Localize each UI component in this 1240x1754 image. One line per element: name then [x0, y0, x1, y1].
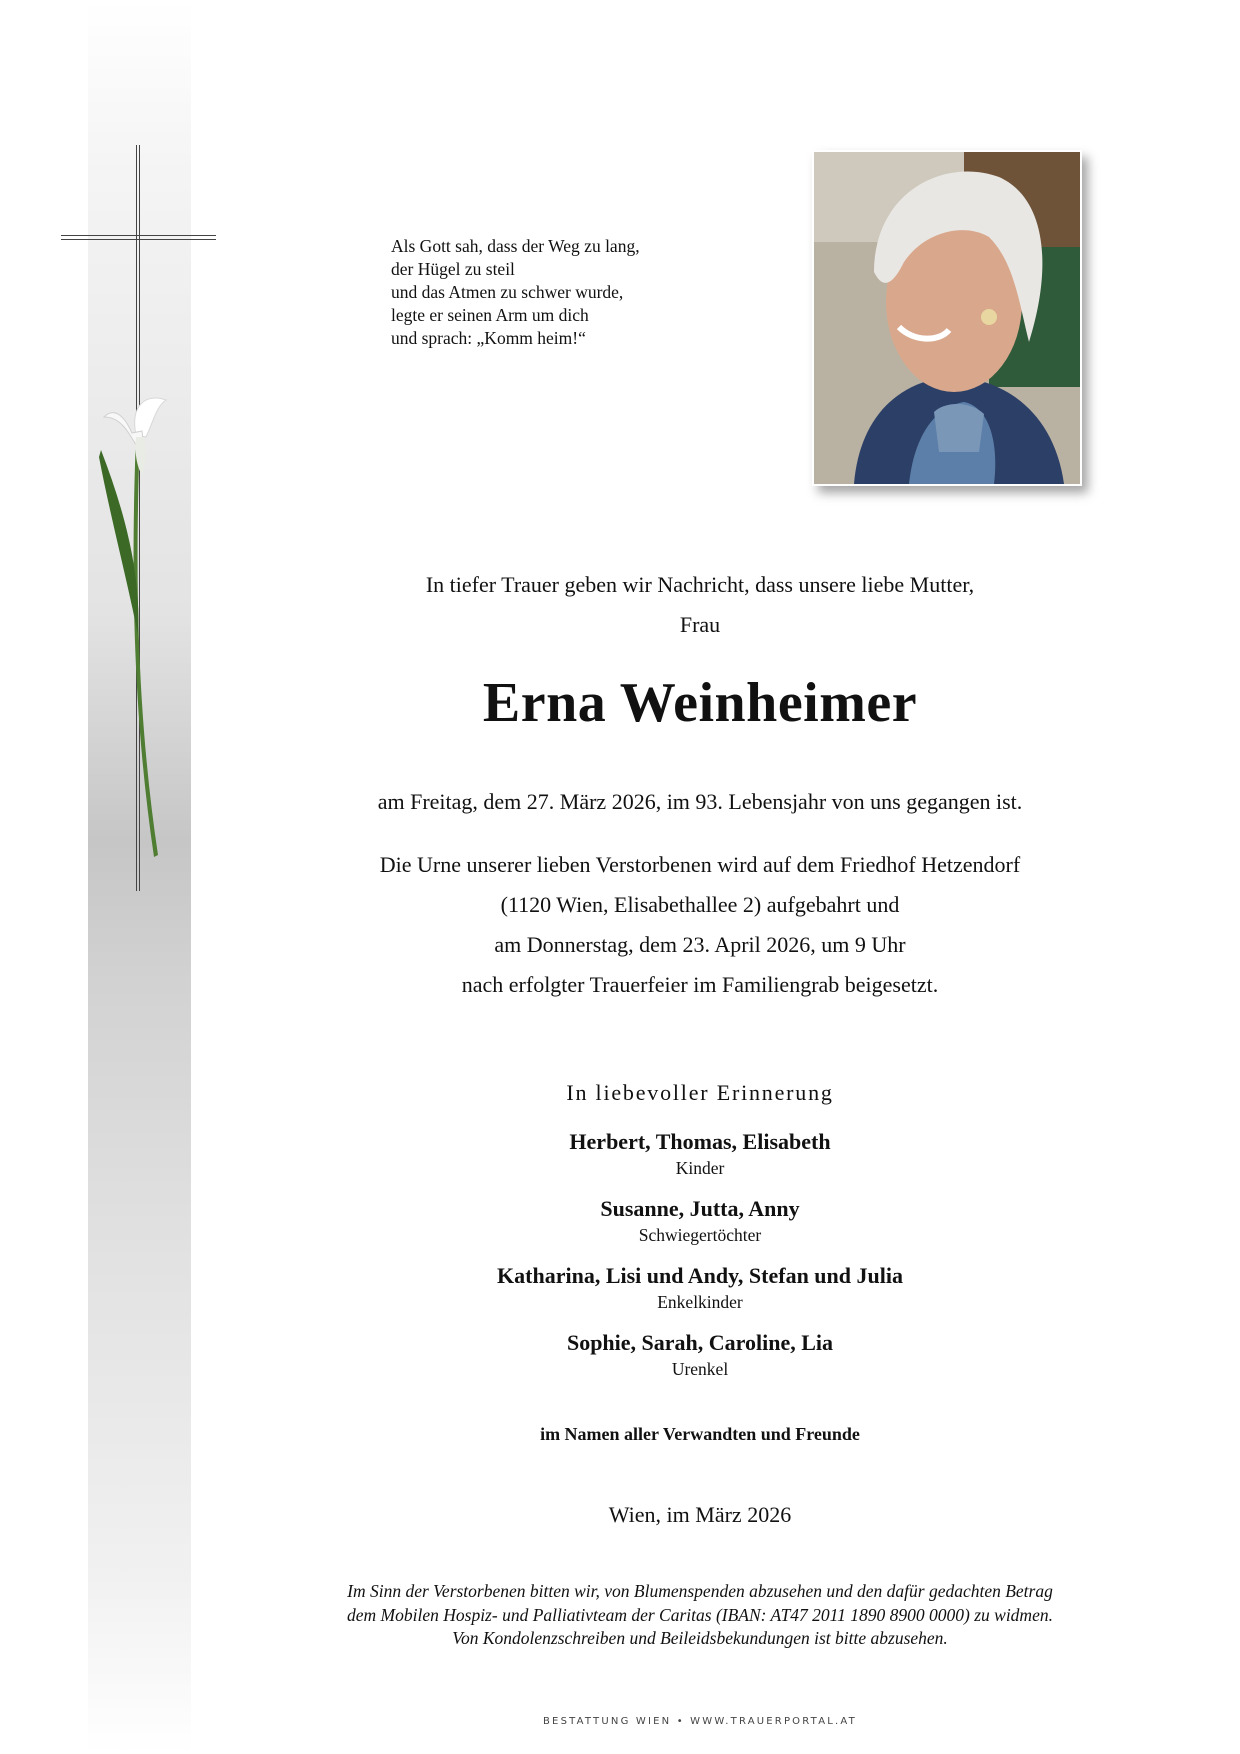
- burial-line: Die Urne unserer lieben Verstorbenen wird auf dem Friedhof Hetzendorf: [379, 852, 1021, 877]
- note-line: Im Sinn der Verstorbenen bitten wir, von Blumenspenden abzusehen und den dafür gedachten Betrag: [347, 1581, 1053, 1601]
- burial-line: am Donnerstag, dem 23. April 2026, um 9 Uhr: [494, 932, 906, 957]
- mourner-names: Katharina, Lisi und Andy, Stefan und Julia: [497, 1263, 903, 1288]
- poem-line: und sprach: „Komm heim!“: [391, 328, 586, 348]
- cross-horizontal-beam: [61, 235, 216, 240]
- burial-details: [300, 845, 1100, 1005]
- mourner-group: [300, 1194, 1100, 1247]
- intro-salutation: Frau: [679, 612, 721, 637]
- donation-note: [260, 1580, 1140, 1651]
- footer-credit: BESTATTUNG WIEN • WWW.TRAUERPORTAL.AT: [543, 1716, 857, 1727]
- calla-lily-icon: [96, 395, 186, 865]
- death-notice: am Freitag, dem 27. März 2026, im 93. Lebensjahr von uns gegangen ist.: [377, 789, 1023, 814]
- note-line: dem Mobilen Hospiz- und Palliativteam der Caritas (IBAN: AT47 2011 1890 8900 0000) zu widmen.: [347, 1604, 1053, 1625]
- poem-line: und das Atmen zu schwer wurde,: [391, 282, 624, 302]
- memory-heading: In liebevoller Erinnerung: [566, 1080, 834, 1105]
- note-line: Von Kondolenzschreiben und Beileidsbekundungen ist bitte abzusehen.: [452, 1628, 948, 1648]
- mourner-names: Herbert, Thomas, Elisabeth: [569, 1129, 831, 1154]
- mourner-role: Enkelkinder: [657, 1292, 743, 1312]
- poem-line: legte er seinen Arm um dich: [391, 305, 589, 325]
- mourner-names: Sophie, Sarah, Caroline, Lia: [566, 1330, 834, 1355]
- mourner-group: [300, 1127, 1100, 1180]
- mourner-role: Schwiegertöchter: [638, 1225, 762, 1245]
- poem-line: der Hügel zu steil: [391, 259, 515, 279]
- mourner-list: [300, 1127, 1100, 1395]
- mourner-names: Susanne, Jutta, Anny: [600, 1196, 800, 1221]
- portrait-image: [814, 152, 1080, 484]
- poem: [391, 235, 711, 350]
- poem-line: Als Gott sah, dass der Weg zu lang,: [391, 236, 640, 256]
- deceased-name: Erna Weinheimer: [482, 672, 918, 734]
- place-date: Wien, im März 2026: [608, 1502, 792, 1527]
- intro-line: In tiefer Trauer geben wir Nachricht, dass unsere liebe Mutter,: [425, 572, 975, 597]
- mourner-role: Kinder: [675, 1158, 725, 1178]
- mourner-role: Urenkel: [671, 1359, 729, 1379]
- mourner-group: [300, 1328, 1100, 1381]
- burial-line: (1120 Wien, Elisabethallee 2) aufgebahrt und: [500, 892, 900, 917]
- announcement-intro: [300, 565, 1100, 645]
- burial-line: nach erfolgter Trauerfeier im Familiengrab beigesetzt.: [461, 972, 939, 997]
- relatives-line: im Namen aller Verwandten und Freunde: [540, 1424, 860, 1444]
- mourner-group: [300, 1261, 1100, 1314]
- portrait-photo: [812, 150, 1082, 486]
